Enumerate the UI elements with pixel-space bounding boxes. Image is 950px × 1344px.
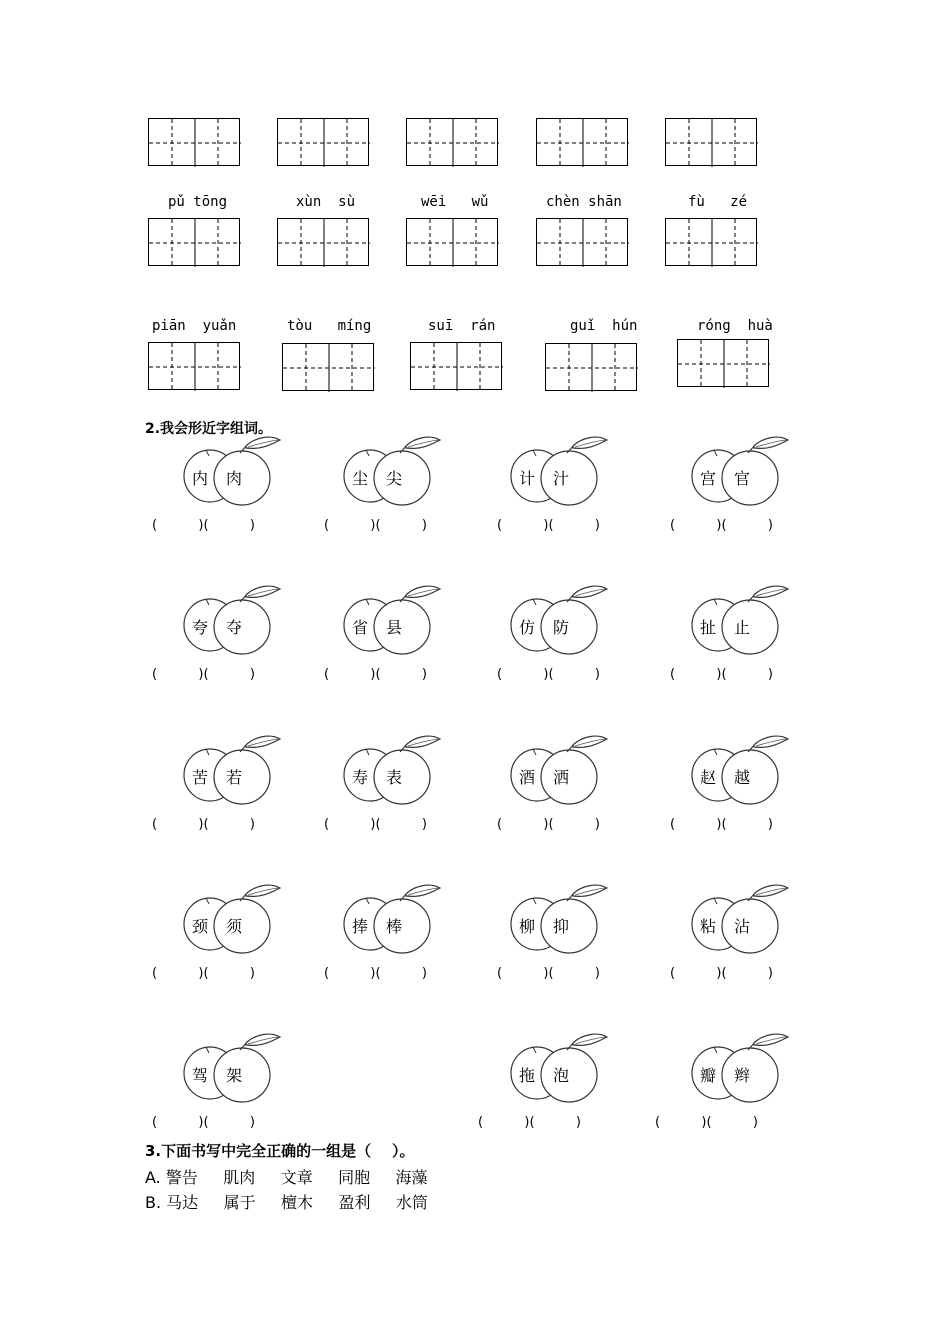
tian-grid-box[interactable] [665,118,757,166]
character-left: 寿 [352,768,369,787]
tian-grid-box[interactable] [677,339,769,387]
character-left: 宫 [700,469,717,488]
character-left: 捧 [352,917,369,936]
tian-grid-box[interactable] [148,218,240,266]
option-b: B. 马达 属于 檀木 盈利 水筒 [145,1193,428,1212]
tian-grid-box[interactable] [410,342,502,390]
character-right: 沾 [734,917,751,936]
answer-parentheses[interactable]: ( )( ) [655,1115,758,1130]
character-left: 尘 [352,469,369,488]
character-right: 汁 [553,469,570,488]
apple-character-pair [690,884,800,954]
tian-grid-box[interactable] [665,218,757,266]
answer-parentheses[interactable]: ( )( ) [324,966,427,981]
character-right: 肉 [226,469,243,488]
character-left: 夸 [192,618,209,637]
answer-parentheses[interactable]: ( )( ) [497,817,600,832]
character-right: 泡 [553,1066,570,1085]
character-right: 须 [226,917,243,936]
character-right: 辫 [734,1066,751,1085]
character-left: 计 [519,469,536,488]
character-right: 架 [226,1066,243,1085]
pinyin-label: guǐ hún [570,318,638,334]
pinyin-label: suī rán [428,318,496,334]
character-left: 扯 [700,618,717,637]
apple-character-pair [342,585,452,655]
character-right: 止 [734,618,751,637]
apple-character-pair [690,585,800,655]
character-right: 表 [386,768,403,787]
character-left: 仿 [519,618,536,637]
answer-parentheses[interactable]: ( )( ) [670,817,773,832]
character-right: 夺 [226,618,243,637]
section-3-title: 3.下面书写中完全正确的一组是（ ）。 [145,1142,415,1160]
pinyin-label: piān yuǎn [152,318,237,334]
pinyin-label: xùn sù [296,194,356,210]
apple-character-pair [509,436,619,506]
character-left: 驾 [192,1066,209,1085]
character-right: 越 [734,768,751,787]
character-right: 防 [553,618,570,637]
pinyin-label: tòu míng [287,318,372,334]
answer-parentheses[interactable]: ( )( ) [670,966,773,981]
answer-parentheses[interactable]: ( )( ) [497,518,600,533]
character-left: 颈 [192,917,209,936]
answer-parentheses[interactable]: ( )( ) [324,667,427,682]
tian-grid-box[interactable] [536,218,628,266]
answer-parentheses[interactable]: ( )( ) [152,817,255,832]
character-right: 县 [386,618,403,637]
character-left: 瓣 [700,1066,717,1085]
answer-parentheses[interactable]: ( )( ) [152,667,255,682]
answer-parentheses[interactable]: ( )( ) [670,518,773,533]
character-left: 柳 [519,917,536,936]
tian-grid-box[interactable] [536,118,628,166]
answer-parentheses[interactable]: ( )( ) [478,1115,581,1130]
tian-grid-box[interactable] [406,118,498,166]
pinyin-label: chèn shān [546,194,622,210]
answer-parentheses[interactable]: ( )( ) [497,667,600,682]
character-right: 棒 [386,917,403,936]
answer-parentheses[interactable]: ( )( ) [152,966,255,981]
character-left: 酒 [519,768,536,787]
character-left: 赵 [700,768,717,787]
option-a: A. 警告 肌肉 文章 同胞 海藻 [145,1168,428,1187]
apple-character-pair [690,735,800,805]
pinyin-label: wēi wǔ [421,194,489,210]
character-left: 内 [192,469,209,488]
apple-character-pair [342,436,452,506]
character-right: 抑 [553,917,570,936]
apple-character-pair [182,735,292,805]
pinyin-label: fù zé [688,194,748,210]
apple-character-pair [690,436,800,506]
apple-character-pair [182,884,292,954]
answer-parentheses[interactable]: ( )( ) [497,966,600,981]
answer-parentheses[interactable]: ( )( ) [324,518,427,533]
apple-character-pair [182,585,292,655]
answer-parentheses[interactable]: ( )( ) [152,1115,255,1130]
character-right: 官 [734,469,751,488]
apple-character-pair [509,884,619,954]
pinyin-label: pǔ tōng [168,194,228,210]
answer-parentheses[interactable]: ( )( ) [670,667,773,682]
apple-character-pair [342,735,452,805]
character-left: 省 [352,618,369,637]
answer-parentheses[interactable]: ( )( ) [152,518,255,533]
tian-grid-box[interactable] [148,342,240,390]
character-left: 粘 [700,917,717,936]
tian-grid-box[interactable] [148,118,240,166]
character-left: 苦 [192,768,209,787]
character-right: 洒 [553,768,570,787]
apple-character-pair [690,1033,800,1103]
apple-character-pair [342,884,452,954]
tian-grid-box[interactable] [277,218,369,266]
character-right: 若 [226,768,243,787]
apple-character-pair [182,436,292,506]
section-2-title: 2.我会形近字组词。 [145,421,273,437]
tian-grid-box[interactable] [406,218,498,266]
character-left: 拖 [519,1066,536,1085]
tian-grid-box[interactable] [277,118,369,166]
character-right: 尖 [386,469,403,488]
tian-grid-box[interactable] [282,343,374,391]
apple-character-pair [509,735,619,805]
tian-grid-box[interactable] [545,343,637,391]
apple-character-pair [509,585,619,655]
pinyin-label: róng huà [697,318,773,334]
answer-parentheses[interactable]: ( )( ) [324,817,427,832]
apple-character-pair [509,1033,619,1103]
apple-character-pair [182,1033,292,1103]
